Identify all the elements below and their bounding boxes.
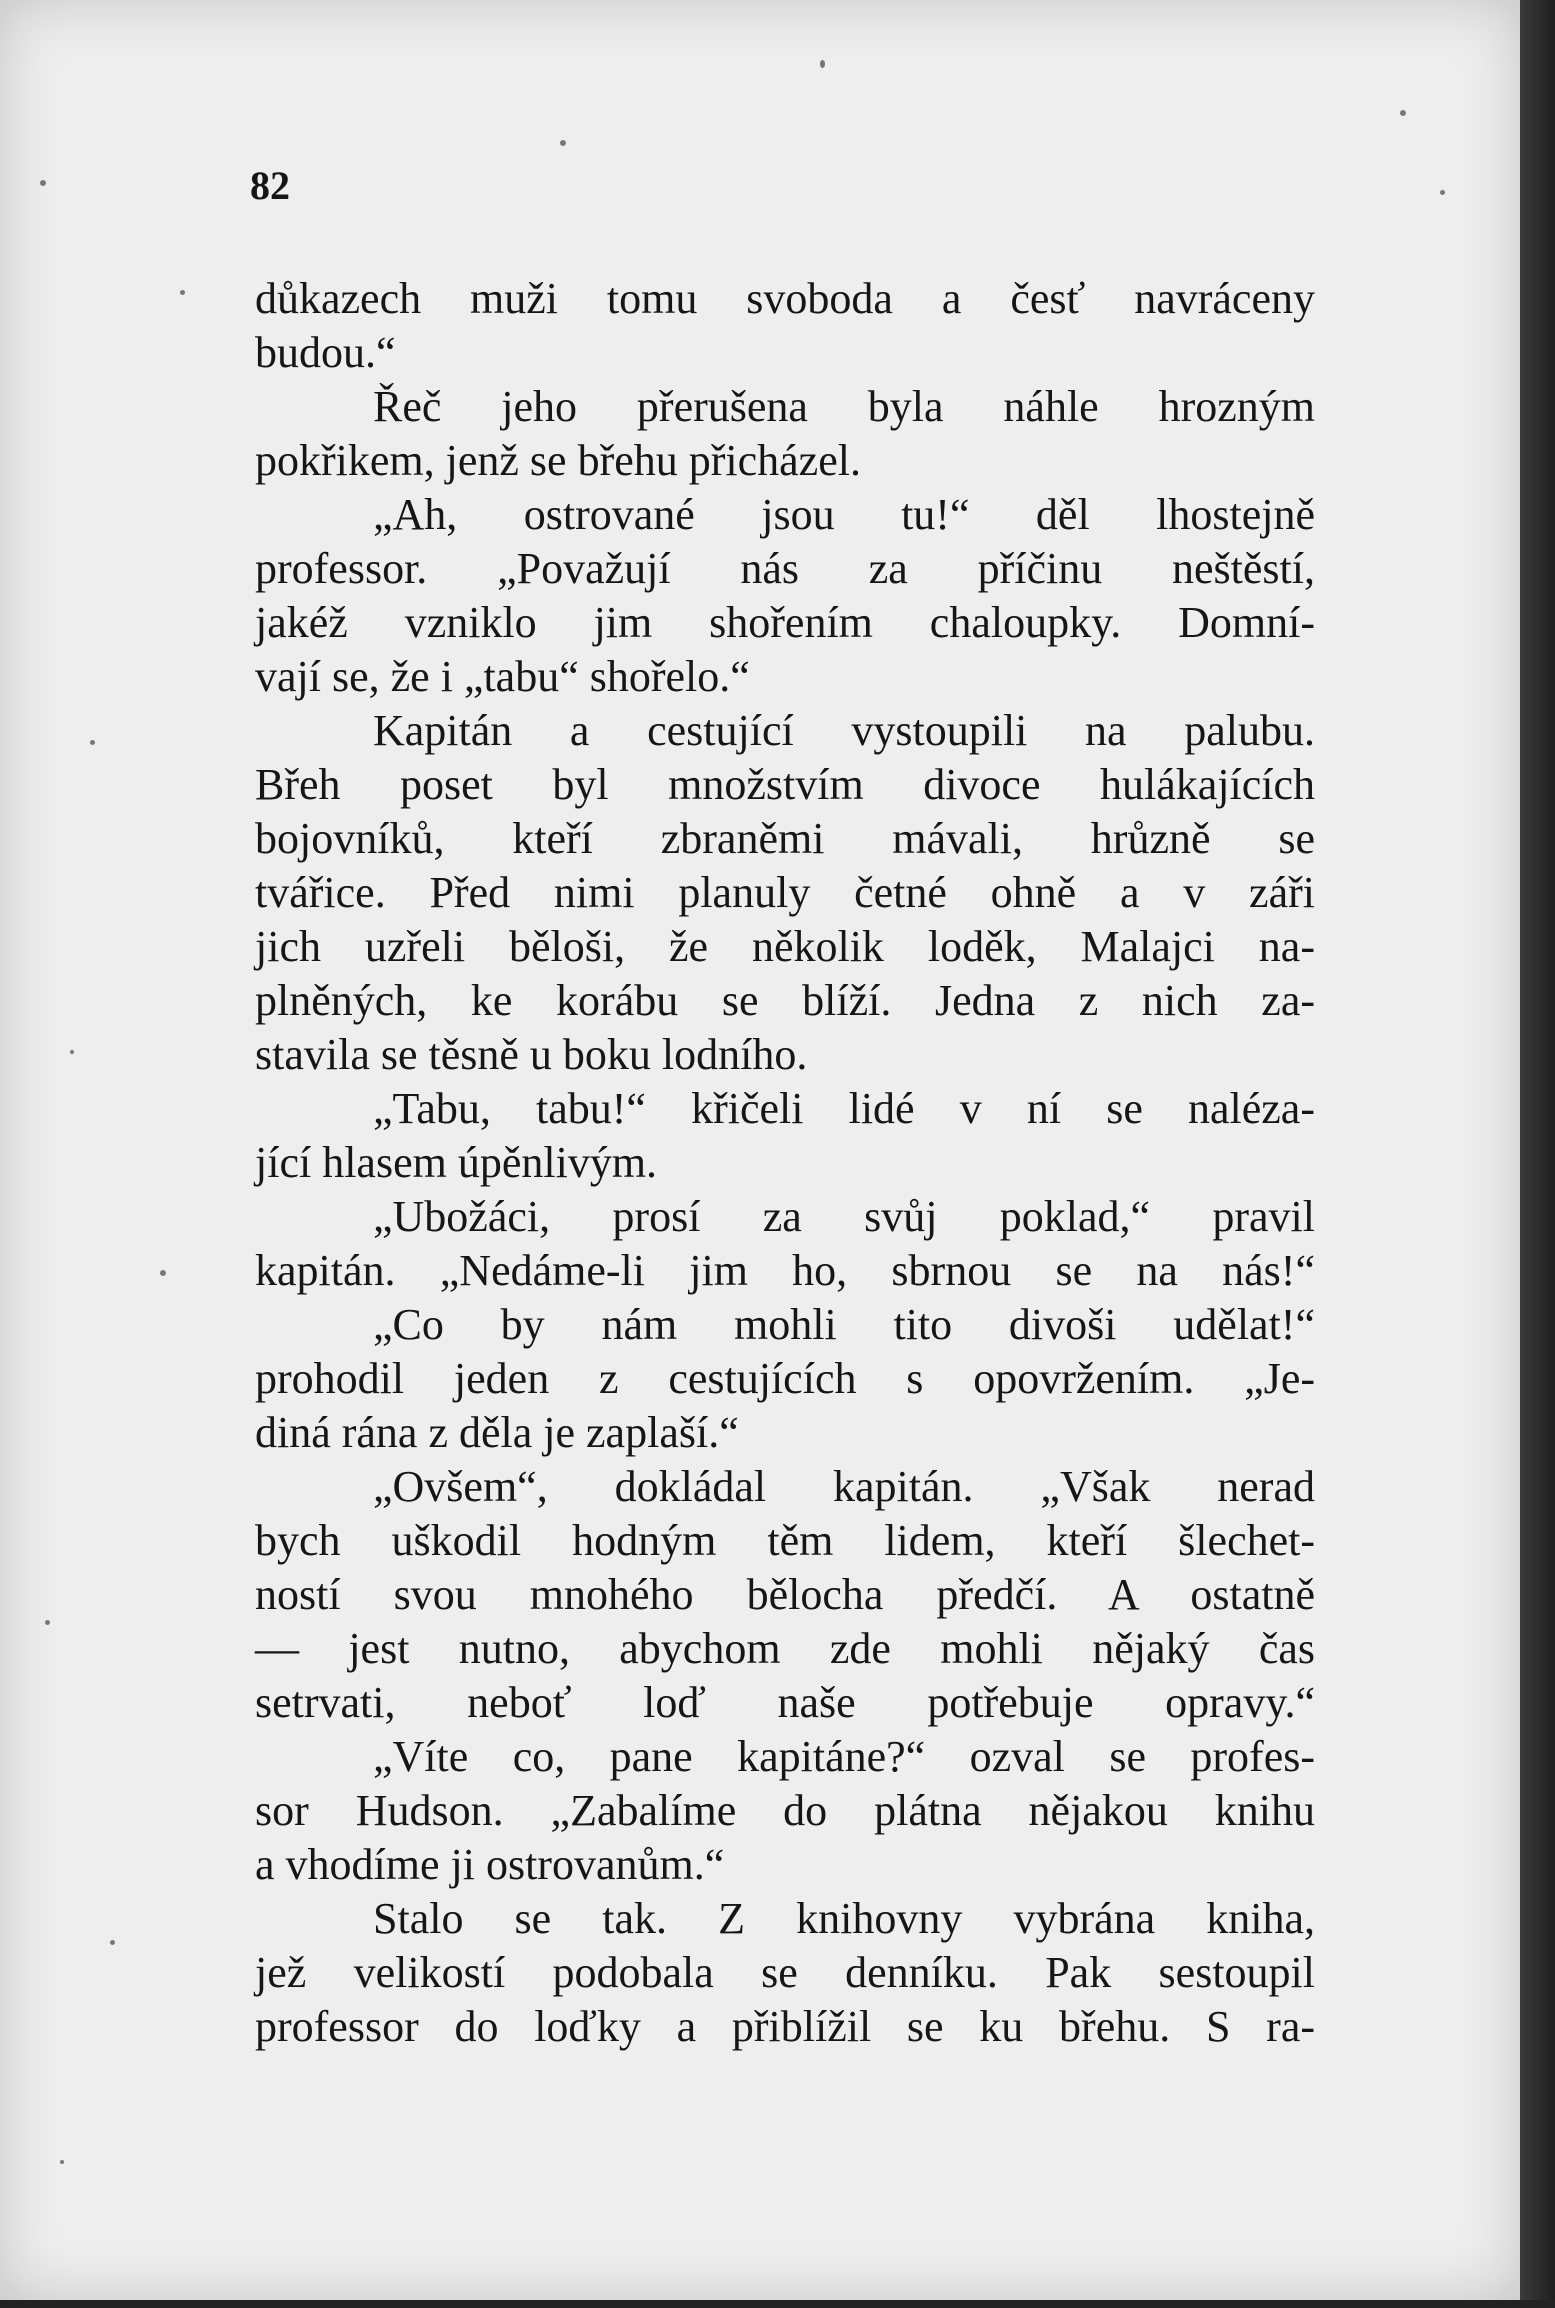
text-line: ností svou mnohého bělocha předčí. A ostatně bbox=[255, 1570, 1315, 1619]
text-line: plněných, ke korábu se blíží. Jedna z nich za- bbox=[255, 976, 1315, 1025]
print-speck bbox=[40, 180, 46, 186]
page-edge-bottom bbox=[0, 2300, 1555, 2308]
text-line: a vhodíme ji ostrovanům.“ bbox=[255, 1840, 725, 1889]
text-line: Řeč jeho přerušena byla náhle hrozným bbox=[373, 382, 1315, 431]
print-speck bbox=[45, 1620, 50, 1625]
text-line: důkazech muži tomu svoboda a česť navráceny bbox=[255, 274, 1315, 323]
text-line: Kapitán a cestující vystoupili na palubu. bbox=[373, 706, 1315, 755]
text-line: professor do loďky a přiblížil se ku břehu. S ra- bbox=[255, 2002, 1315, 2051]
print-speck bbox=[90, 740, 95, 745]
text-line: tvářice. Před nimi planuly četné ohně a v záři bbox=[255, 868, 1315, 917]
text-line: „Ah, ostrované jsou tu!“ děl lhostejně bbox=[373, 490, 1315, 539]
print-speck bbox=[110, 1940, 115, 1945]
text-line: „Ovšem“, dokládal kapitán. „Však nerad bbox=[373, 1462, 1315, 1511]
print-speck bbox=[1440, 190, 1445, 195]
text-line: vají se, že i „tabu“ shořelo.“ bbox=[255, 652, 750, 701]
text-line: Stalo se tak. Z knihovny vybrána kniha, bbox=[373, 1894, 1315, 1943]
print-speck bbox=[160, 1270, 166, 1276]
text-line: jich uzřeli běloši, že několik loděk, Malajci na- bbox=[255, 922, 1315, 971]
text-line: — jest nutno, abychom zde mohli nějaký čas bbox=[255, 1624, 1315, 1673]
print-speck bbox=[820, 60, 825, 68]
text-line: „Tabu, tabu!“ křičeli lidé v ní se naléza- bbox=[373, 1084, 1315, 1133]
text-line: „Ubožáci, prosí za svůj poklad,“ pravil bbox=[373, 1192, 1315, 1241]
print-speck bbox=[70, 1050, 74, 1054]
text-line: „Víte co, pane kapitáne?“ ozval se profes- bbox=[373, 1732, 1315, 1781]
text-line: sor Hudson. „Zabalíme do plátna nějakou knihu bbox=[255, 1786, 1315, 1835]
text-line: bych uškodil hodným těm lidem, kteří šlechet- bbox=[255, 1516, 1315, 1565]
text-line: „Co by nám mohli tito divoši udělat!“ bbox=[373, 1300, 1315, 1349]
page-number: 82 bbox=[250, 163, 290, 208]
print-speck bbox=[180, 290, 185, 295]
text-line: Břeh poset byl množstvím divoce hulákajících bbox=[255, 760, 1315, 809]
print-speck bbox=[560, 140, 566, 146]
text-line: professor. „Považují nás za příčinu neštěstí, bbox=[255, 544, 1315, 593]
text-line: diná rána z děla je zaplaší.“ bbox=[255, 1408, 739, 1457]
text-line: budou.“ bbox=[255, 328, 396, 377]
page-edge-shadow bbox=[1520, 0, 1555, 2308]
text-line: stavila se těsně u boku lodního. bbox=[255, 1030, 808, 1079]
text-line: prohodil jeden z cestujících s opovržením. „Je- bbox=[255, 1354, 1315, 1403]
text-line: jež velikostí podobala se denníku. Pak sestoupil bbox=[255, 1948, 1315, 1997]
text-line: bojovníků, kteří zbraněmi mávali, hrůzně se bbox=[255, 814, 1315, 863]
text-line: setrvati, neboť loď naše potřebuje opravy.“ bbox=[255, 1678, 1315, 1727]
page-text bbox=[255, 272, 1315, 2054]
print-speck bbox=[1400, 110, 1406, 116]
text-line: pokřikem, jenž se břehu přicházel. bbox=[255, 436, 861, 485]
text-line: jící hlasem úpěnlivým. bbox=[255, 1138, 658, 1187]
print-speck bbox=[60, 2160, 64, 2164]
text-line: jakéž vzniklo jim shořením chaloupky. Domní- bbox=[255, 598, 1315, 647]
text-line: kapitán. „Nedáme-li jim ho, sbrnou se na nás!“ bbox=[255, 1246, 1315, 1295]
